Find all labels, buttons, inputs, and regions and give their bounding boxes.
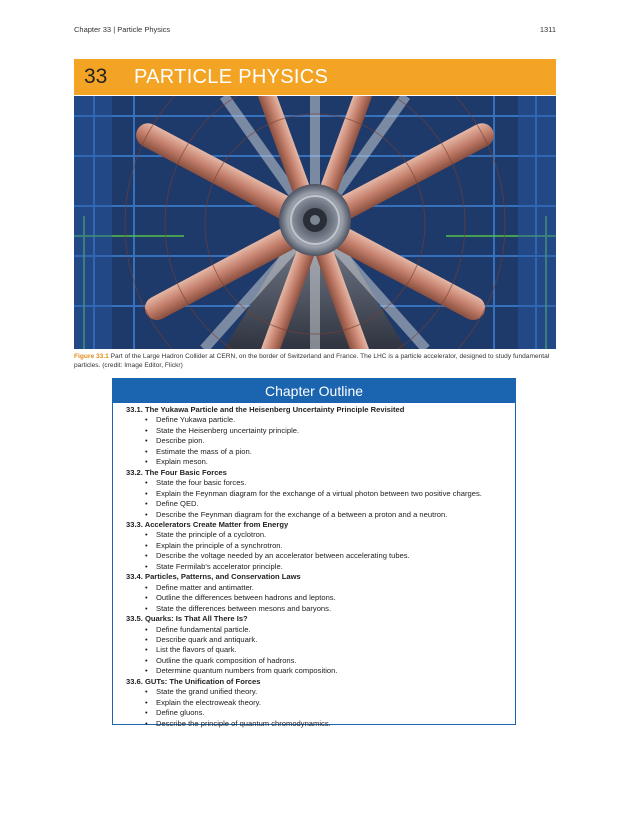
objective-item: • Define QED. <box>126 499 515 509</box>
outline-section-33-6: 33.6. GUTs: The Unification of Forces <box>126 676 261 686</box>
objective-list <box>126 415 515 467</box>
objective-item: • Outline the differences between hadrons and leptons. <box>126 593 515 603</box>
chapter-outline-body <box>113 403 515 729</box>
outline-section-33-1: 33.1. The Yukawa Particle and the Heisenberg Uncertainty Principle Revisited <box>126 405 405 414</box>
figure-caption <box>74 352 556 370</box>
objective-item: • State the differences between mesons and baryons. <box>126 604 515 614</box>
chapter-banner <box>74 59 556 95</box>
objective-item: • List the flavors of quark. <box>126 645 515 655</box>
objective-item: • Describe the Feynman diagram for the exchange of a between a proton and a neutron. <box>126 510 515 520</box>
objective-list <box>126 583 515 614</box>
lhc-photo <box>74 96 556 349</box>
outline-section-33-4: 33.4. Particles, Patterns, and Conservation Laws <box>126 572 301 582</box>
objective-item: • Explain the Feynman diagram for the exchange of a virtual photon between two positive charges. <box>126 489 515 499</box>
objective-item: • Define matter and antimatter. <box>126 583 515 593</box>
figure-caption-text: Part of the Large Hadron Collider at CERN, on the border of Switzerland and France. The LHC is a particle accelerator, designed to study fundamental particles. (credit: Image Editor, Flickr) <box>74 353 550 369</box>
objective-item: • State the principle of a cyclotron. <box>126 530 515 540</box>
objective-item: • State the Heisenberg uncertainty principle. <box>126 426 515 436</box>
running-head <box>74 25 556 34</box>
objective-list <box>126 625 515 677</box>
objective-item: • Describe the voltage needed by an accelerator between accelerating tubes. <box>126 551 515 561</box>
chapter-title: PARTICLE PHYSICS <box>134 65 329 88</box>
objective-item: • Define gluons. <box>126 708 515 718</box>
objective-item: • Explain the electroweak theory. <box>126 698 515 708</box>
objective-item: • State the grand unified theory. <box>126 687 515 697</box>
objective-item: • Explain meson. <box>126 457 515 467</box>
figure-label: Figure 33.1 <box>74 353 109 360</box>
objective-list <box>126 530 515 572</box>
page-number: 1311 <box>539 25 556 34</box>
chapter-number: 33 <box>84 65 108 88</box>
objective-item: • Explain the principle of a synchrotron. <box>126 541 515 551</box>
outline-section-33-2: 33.2. The Four Basic Forces <box>126 467 227 477</box>
outline-section-33-3: 33.3. Accelerators Create Matter from Energy <box>126 519 289 529</box>
objective-item: • Define fundamental particle. <box>126 625 515 635</box>
objective-item: • State Fermilab's accelerator principle. <box>126 562 515 572</box>
objective-item: • Outline the quark composition of hadrons. <box>126 656 515 666</box>
objective-item: • Determine quantum numbers from quark composition. <box>126 666 515 676</box>
objective-item: • Estimate the mass of a pion. <box>126 447 515 457</box>
lhc-photo-illustration <box>74 96 556 349</box>
objective-item: • Describe the principle of quantum chromodynamics. <box>126 719 515 729</box>
chapter-outline-box <box>112 378 516 728</box>
outline-section-33-5: 33.5. Quarks: Is That All There Is? <box>126 614 248 624</box>
running-head-chapter: Chapter 33 | Particle Physics <box>74 25 171 34</box>
objective-item: • Define Yukawa particle. <box>126 415 515 425</box>
objective-item: • State the four basic forces. <box>126 478 515 488</box>
chapter-outline-heading: Chapter Outline <box>113 379 515 403</box>
objective-item: • Describe pion. <box>126 436 515 446</box>
objective-item: • Describe quark and antiquark. <box>126 635 515 645</box>
objective-list <box>126 478 515 520</box>
objective-list <box>126 687 515 729</box>
